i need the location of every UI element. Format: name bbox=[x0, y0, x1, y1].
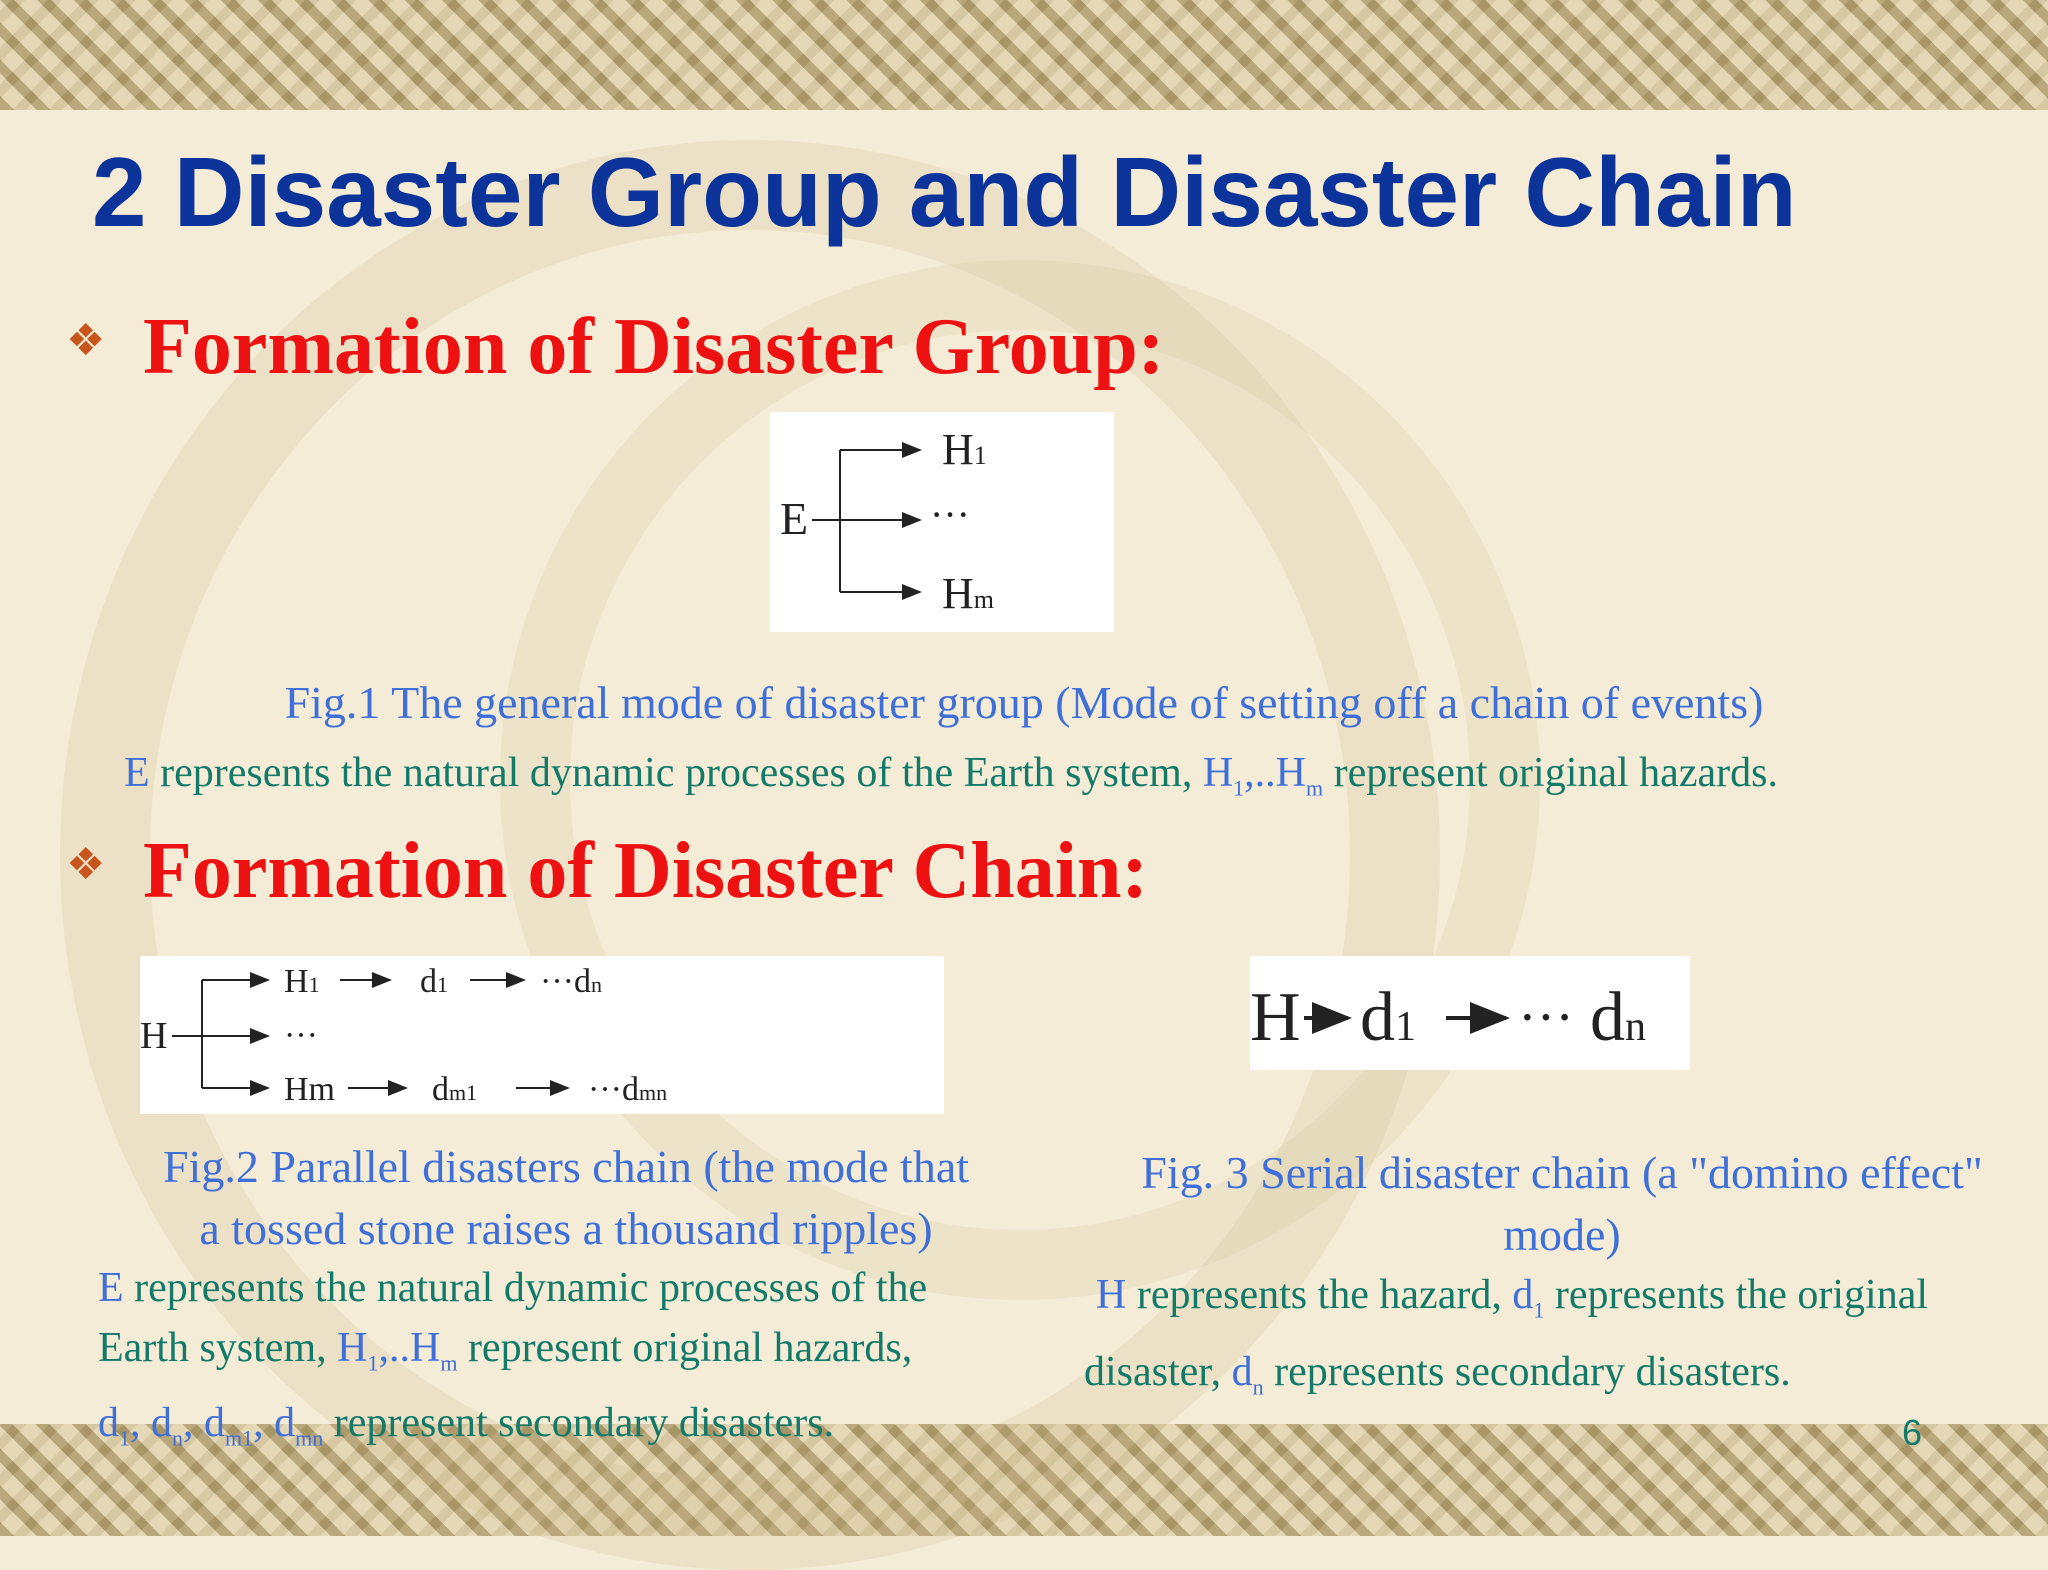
figure-3-diagram bbox=[1250, 956, 1690, 1070]
serial-d1: d1 bbox=[1360, 979, 1416, 1056]
figure-3-caption: Fig. 3 Serial disaster chain (a "domino effect" mode) bbox=[1141, 1147, 1983, 1260]
chain-heading: Formation of Disaster Chain: bbox=[143, 827, 1149, 915]
parallel-row-1-h: H1 bbox=[284, 963, 320, 1000]
parallel-row-3-dmn: ···dmn bbox=[588, 1071, 668, 1108]
figure-2-description: E represents the natural dynamic processes of the Earth system, $H_1,..H_m$ represent original hazards, $d_1$, $d_n$, $d_{m1}$, $d_{mn}$ represent secondary disasters. bbox=[98, 1265, 928, 1451]
serial-dots: ··· bbox=[1518, 987, 1574, 1049]
parallel-chain-diagram bbox=[140, 956, 944, 1114]
figure-3-description: H represents the hazard, $d_1$ represents the original disaster, $d_n$ represents secondary disasters. bbox=[1084, 1272, 1929, 1400]
disaster-group-diagram bbox=[770, 412, 1114, 632]
serial-h: H bbox=[1250, 979, 1301, 1056]
parallel-row-2-dots: ··· bbox=[284, 1017, 318, 1054]
parallel-row-1-d1: d1 bbox=[420, 963, 448, 1000]
slide-title: 2 Disaster Group and Disaster Chain bbox=[92, 137, 1797, 247]
diamond-bullet-icon: ❖ bbox=[66, 315, 106, 366]
figure-2-diagram bbox=[140, 956, 944, 1114]
top-decorative-border bbox=[0, 0, 2048, 110]
parallel-row-1-dn: ···dn bbox=[540, 963, 602, 1000]
diagram-top-label: H1 bbox=[942, 425, 987, 474]
serial-chain-diagram bbox=[1250, 956, 1690, 1070]
diagram-bottom-label: Hm bbox=[942, 569, 995, 618]
figure-2-caption: Fig.2 Parallel disasters chain (the mode that a tossed stone raises a thousand ripples) bbox=[162, 1141, 970, 1254]
diamond-bullet-icon: ❖ bbox=[66, 839, 106, 890]
parallel-row-3-dm1: dm1 bbox=[432, 1071, 478, 1108]
parallel-row-3-hm: Hm bbox=[284, 1071, 335, 1108]
figure-1-caption: Fig.1 The general mode of disaster group (Mode of setting off a chain of events) bbox=[284, 677, 1764, 728]
parallel-source-label: H bbox=[140, 1015, 168, 1057]
page-number: 6 bbox=[1901, 1412, 1922, 1453]
diagram-source-label: E bbox=[780, 493, 809, 544]
diagram-middle-label: ··· bbox=[930, 492, 970, 537]
group-heading: Formation of Disaster Group: bbox=[143, 303, 1165, 391]
serial-dn: dn bbox=[1590, 979, 1646, 1056]
figure-1-description: E represents the natural dynamic processes of the Earth system, $H_1,..H_m$ represent original hazards. bbox=[124, 750, 1778, 801]
figure-1-diagram bbox=[770, 412, 1114, 632]
